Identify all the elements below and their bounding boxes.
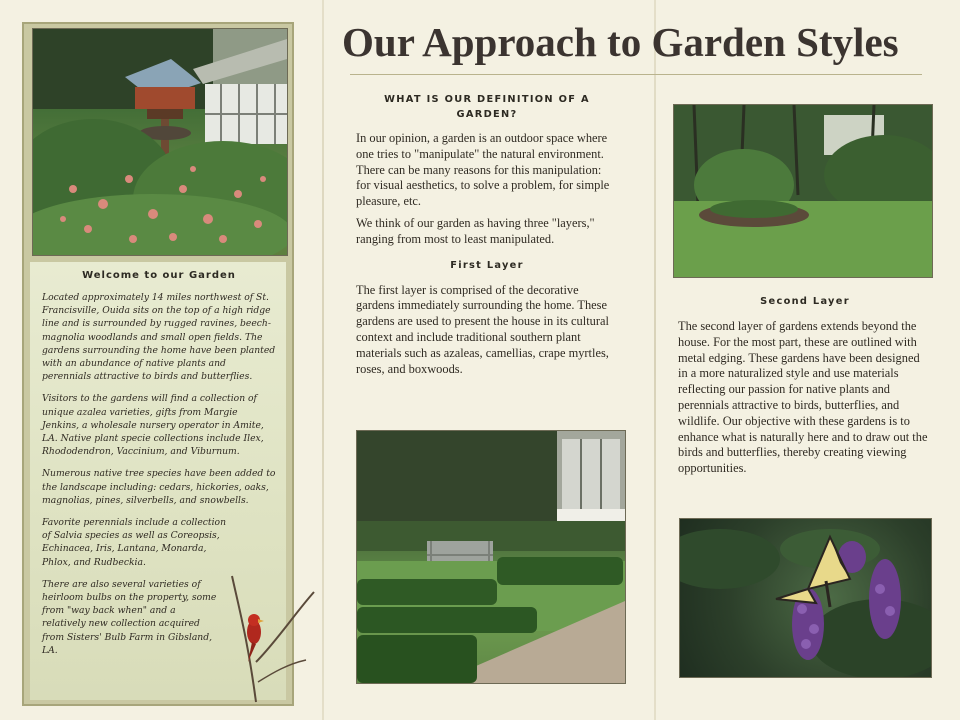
butterfly-on-buddleia-photo	[679, 518, 932, 678]
fold-line-2	[654, 0, 656, 720]
second-layer-text: The second layer of gardens extends beyond the house. For the most part, these are outlined with metal edging. These gardens have been designed in a more naturalized style and use materials reflecting our passion for native plants and perennials attractive to birds, butterflies, and wildlife. Our objective with these gardens is to enhance what is naturally here and to draw out the birds and butterflies, thereby creating viewing opportunities.	[678, 319, 928, 476]
definition-heading: WHAT IS OUR DEFINITION OF A GARDEN?	[384, 94, 590, 120]
lawn-woodland-photo	[673, 104, 933, 278]
fold-line-1	[322, 0, 324, 720]
welcome-paragraph-location: Located approximately 14 miles northwest of St. Francisville, Ouida sits on the top of a high ridge line and is surrounded by rugged ravines, beech-magnolia woodlands and small open fields. The gardens surrounding the home have been planted with an abundance of native plants and perennials attractive to birds and butterflies.	[42, 292, 276, 383]
first-layer-text: The first layer is comprised of the decorative gardens immediately surrounding the home. These gardens are used to present the house in its cultural context and include traditional southern plant materials such as azaleas, camellias, crape myrtles, roses, and boxwoods.	[356, 282, 609, 376]
welcome-paragraph-trees: Numerous native tree species have been added to the landscape including: cedars, hickories, oaks, magnolias, pines, silverbells, and snowbells.	[42, 468, 276, 506]
page-title: Our Approach to Garden Styles	[342, 19, 899, 65]
welcome-heading: Welcome to our Garden	[82, 270, 236, 281]
birdhouse-garden-photo	[32, 28, 288, 256]
welcome-paragraph-perennials: Favorite perennials include a collection of Salvia species as well as Coreopsis, Echinacea, Iris, Lantana, Monarda, Phlox, and Rudbeckia.	[42, 517, 227, 568]
definition-paragraph-1: In our opinion, a garden is an outdoor space where one tries to "manipulate" the natural environment. There can be many reasons for this manipulation: for visual aesthetics, to solve a problem, for simple pleasure, etc.	[356, 131, 610, 209]
welcome-paragraph-azaleas: Visitors to the gardens will find a collection of unique azalea varieties, gifts from Margie Jenkins, a wholesale nursery operator in Amite, LA. Native plant specie collections include Ilex, Rhododendron, Vaccinium, and Viburnum.	[42, 393, 264, 458]
second-layer-heading: Second Layer	[760, 296, 850, 307]
cardinal-branch-illustration	[196, 572, 316, 704]
definition-paragraph-2: We think of our garden as having three "layers," ranging from most to least manipulated.	[356, 215, 595, 246]
definition-column	[356, 92, 618, 377]
boxwood-garden-photo	[356, 430, 626, 684]
first-layer-heading: First Layer	[450, 259, 524, 271]
second-layer-column	[678, 296, 932, 477]
welcome-paragraph-bulbs: There are also several varieties of heirloom bulbs on the property, some from "way back when" and a relatively new collection acquired from Sisters' Bulb Farm in Gibsland, LA.	[42, 578, 217, 656]
title-divider	[350, 74, 922, 75]
